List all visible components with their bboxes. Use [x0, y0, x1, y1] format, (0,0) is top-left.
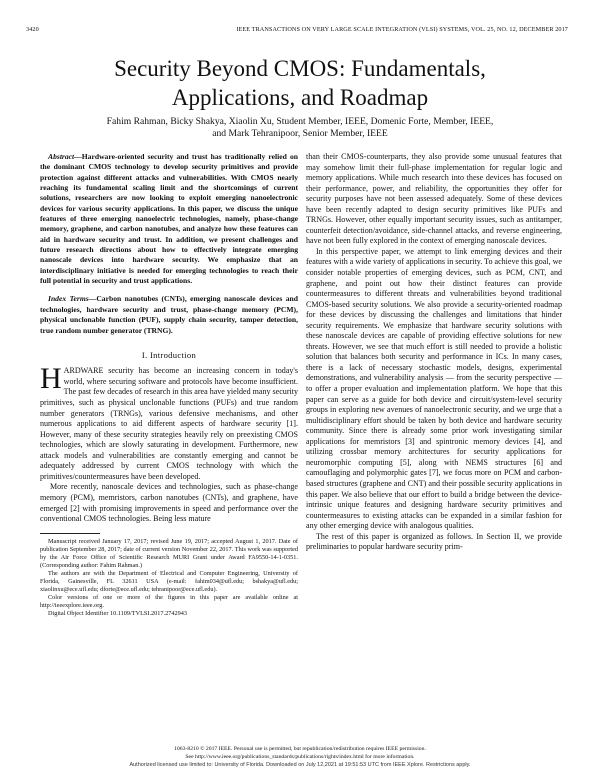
journal-name: IEEE TRANSACTIONS ON VERY LARGE SCALE INTEGRATION (VLSI) SYSTEMS, VOL. 25, NO. 12, DECEMBER 2017 [236, 26, 568, 33]
page-number: 3420 [26, 26, 39, 33]
authors-line-2: and Mark Tehranipoor, Senior Member, IEEE [212, 128, 388, 140]
abstract [40, 152, 298, 286]
abstract-text: Hardware-oriented security and trust has traditionally relied on the dominant CMOS technology to develop security primitives and provide protection against different attacks and vulnerabilities. With CMOS nearly reaching its fundamental scaling limit and the shortcomings of current solutions, researchers are now looking to exploit emerging nanoelectronic devices for various security applications. In this paper, we discuss the unique features of three emerging nanoelectric technologies, namely, phase-change memory, graphene, and carbon nanotubes, and analyze how these features can aid in hardware security and trust. In addition, we present challenges and future research directions about how to effectively integrate emerging nanoscale devices into hardware security. We emphasize that an interdisciplinary initiative is needed for emerging technologies to reach their full potential in security and trust applications. [40, 152, 298, 286]
copyright-line-1: 1063-8210 © 2017 IEEE. Personal use is permitted, but republication/redistribution requires IEEE permission. [174, 746, 426, 752]
abstract-label: Abstract— [48, 152, 82, 161]
right-paragraph-1: than their CMOS-counterparts, they also provide some unusual features that may somehow limit their full-phase implementation for regular logic and memory applications. While much research into these devices has focused on their performance, power, and reliability, the opportunities they offer for security purposes have not been assessed adequately. Some of these devices have been recently adapted to design security primitives like PUFs and TRNGs. However, other equally important security issues, such as antitamper, counterfeit detection/avoidance, side-channel attacks, and reverse engineering, have not been fully explored in the context of emerging nanoscale devices. [306, 152, 562, 246]
right-column [306, 152, 562, 553]
footnotes [40, 538, 298, 618]
running-header [26, 26, 568, 33]
index-terms-label: Index Terms— [48, 294, 97, 304]
copyright-line-2: See http://www.ieee.org/publications_standards/publications/rights/index.html for more information. [185, 754, 415, 761]
title-line-1: Security Beyond CMOS: Fundamentals, [114, 56, 486, 81]
right-paragraph-3: The rest of this paper is organized as follows. In Section II, we provide preliminaries to popular hardware security prim- [306, 531, 562, 552]
author-list [60, 116, 540, 141]
left-column [40, 152, 298, 618]
intro-paragraph-1 [40, 362, 298, 482]
authors-line-1: Fahim Rahman, Bicky Shakya, Xiaolin Xu, Student Member, IEEE, Domenic Forte, Member, IEEE, [106, 116, 494, 127]
footnote-doi: Digital Object Identifier 10.1109/TVLSI.2017.2742943 [48, 610, 187, 618]
right-paragraph-2: In this perspective paper, we attempt to link emerging devices and their features with a wide variety of applications in security. To achieve this goal, we consider notable properties of emerging devices, such as PCM, CNT, and graphene, and point out how their distinct features can provide countermeasures to different threats and vulnerabilities beyond traditional CMOS-based security solutions. We also provide a security-oriented roadmap for these devices by discussing the challenges and limitations that hinder security requirements. We emphasize that hardware security solutions with these nanoscale devices are capable of providing effective solutions for new threats. However, we see that much effort is still needed to provide a holistic solution that balances both security and performance in ICs. In many cases, there is a lack of necessary stochastic models, designs, experimental demonstrations, and vulnerability analysis — from the security perspective — to offer a proper evaluation and implementation platform. We hope that this paper can serve as a guide for both device and circuit/system-level security groups in exploring new avenues of nanoelectronic security, and we urge that a multidisciplinary effort should be taken by both device and hardware security community. Since there is already some prior work investigating similar applications for memristors [3] and spintronic memory devices [4], and utilizing crossbar memory architectures for security applications for neuromorphic computing [5], along with NEMS structures [6] and camouflaging and polymorphic gates [7], we focus more on PCM and carbon-based structures (graphene and CNT) and their possible security applications in this paper. We also believe that our effort to build a bridge between the device-intrinsic unique features and designing hardware security primitives and countermeasures to existing attacks can be expanded in a similar fashion for any other emerging device with analogous qualities. [306, 246, 562, 531]
intro-paragraph-1-text: ARDWARE security has become an increasing concern in today's world, where securing software and protocols have become insufficient. The past few decades of research in this area have yielded many security primitives, such as physical unclonable functions (PUFs) and true random number generators (TRNGs), various defensive mechanisms, and other numerous applications to aid different aspects of hardware security [1]. However, many of these security strategies heavily rely on preexisting CMOS technologies, which are slowly saturating in development. Furthermore, new attack models and vulnerabilities are constantly emerging and cannot be adequately addressed by current CMOS technology with which the primitives/countermeasures have been developed. [40, 366, 298, 481]
footnote-divider [40, 533, 100, 534]
copyright-notice [0, 745, 600, 762]
title-line-2: Applications, and Roadmap [171, 85, 429, 110]
paper-title [0, 54, 600, 112]
footnote-color: Color versions of one or more of the figures in this paper are available online at http://ieeexplore.ieee.org. [40, 593, 298, 609]
drop-cap: H [40, 362, 62, 396]
index-terms [40, 294, 298, 335]
download-notice: Authorized licensed use limited to: University of Florida. Downloaded on July 12,2021 at 19:51:53 UTC from IEEE Xplore. Restrictions apply. [129, 762, 471, 768]
footnote-affiliation: The authors are with the Department of Electrical and Computer Engineering, University of Florida, Gainesville, FL 32611 USA (e-mail: fahim034@ufl.edu; bshakya@ufl.edu; xiaolinxu@ece.ufl.edu; dforte@ece.ufl.edu; tehranipoor@ece.ufl.edu). [40, 569, 298, 593]
intro-paragraph-2: More recently, nanoscale devices and technologies, such as phase-change memory (PCM), memristors, carbon nanotubes (CNTs), and graphene, have emerged [2] with promising improvements in speed and performance over the conventional CMOS technologies. Being less mature [40, 482, 298, 524]
footnote-manuscript: Manuscript received January 17, 2017; revised June 19, 2017; accepted August 1, 2017. Date of publication September 28, 2017; date of current version November 22, 2017. This work was supported by the Air Force Office of Scientific Research MURI Grant under Award FA9550-14-1-0351. (Corresponding author: Fahim Rahman.) [40, 537, 298, 569]
index-terms-text: Carbon nanotubes (CNTs), emerging nanoscale devices and technologies, hardware security and trust, phase-change memory (PCM), physical unclonable function (PUF), supply chain security, tamper detection, true random number generator (TRNG). [40, 294, 298, 335]
section-heading: I. Introduction [141, 349, 197, 360]
